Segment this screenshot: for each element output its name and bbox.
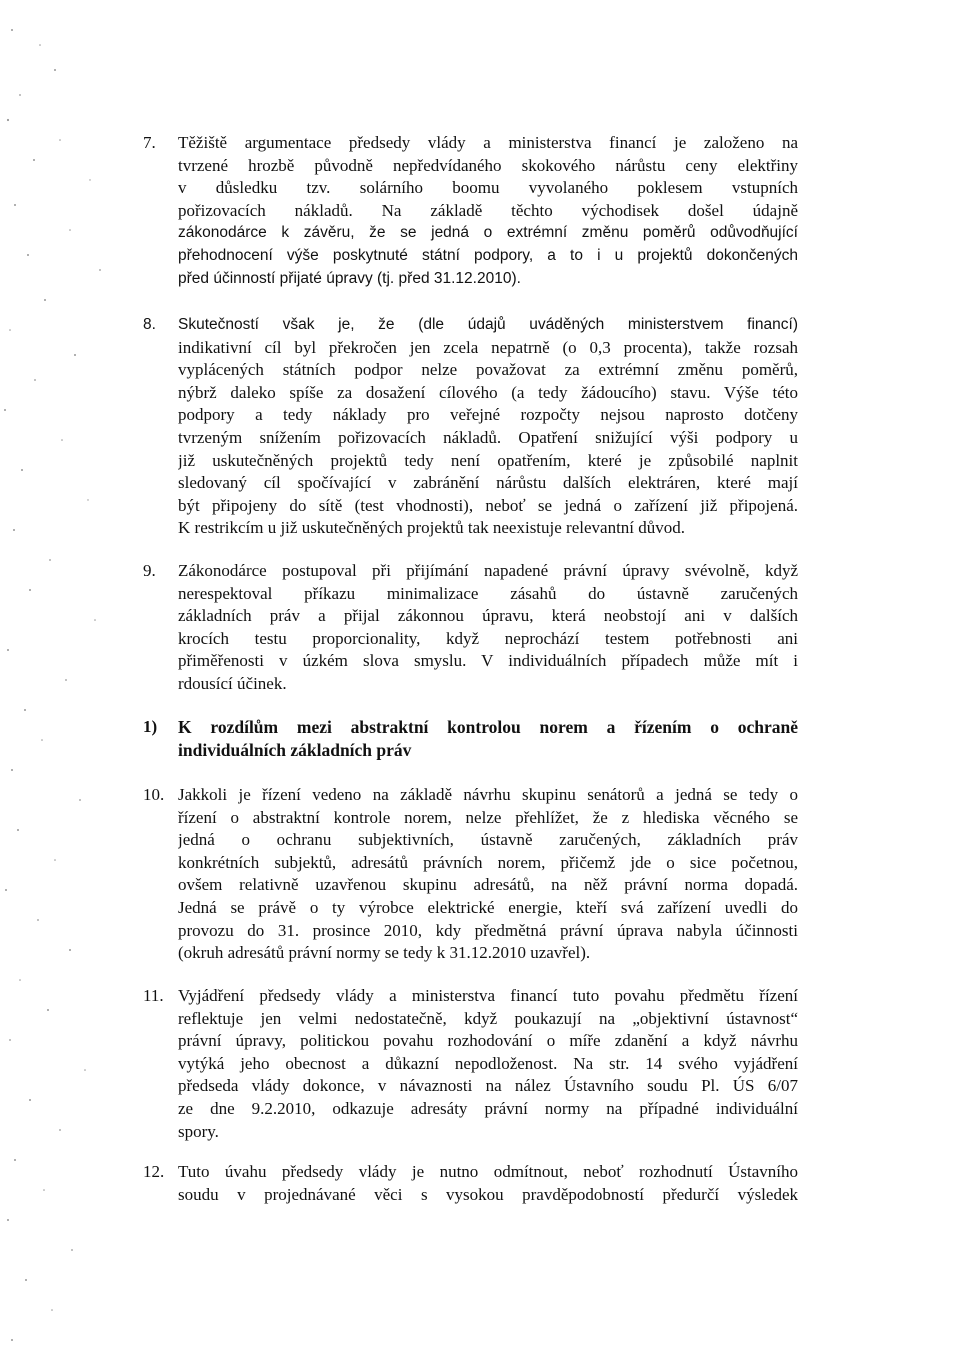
paragraph-12 — [143, 1161, 798, 1206]
text-line: právní úpravy, politickou povahu rozhodování o míře zdanění a když návrhu — [178, 1031, 798, 1051]
text-line: jedná o ochranu subjektivních, ústavně zaručených, základních práv — [178, 830, 798, 850]
paragraph-number: 7. — [143, 133, 156, 152]
text-line: konkrétních subjektů, adresátů právních norem, přičemž jde o sice početnou, — [178, 852, 798, 872]
paragraph-10 — [143, 784, 798, 965]
text-line: Tuto úvahu předsedy vlády je nutno odmítnout, neboť rozhodnutí Ústavního — [178, 1162, 798, 1181]
text-line: individuálních základních práv — [178, 739, 412, 760]
paragraph-body — [178, 784, 798, 965]
text-line: Jakkoli je řízení vedeno na základě návrhu skupinu senátorů a jedná se tedy o — [178, 785, 798, 804]
paragraph-body — [178, 314, 798, 540]
text-line: K restrikcím u již uskutečněných projektů tak neexistuje relevantní důvod. — [178, 518, 686, 538]
paragraph-number: 10. — [143, 785, 165, 804]
paragraph-number: 8. — [143, 316, 156, 333]
text-line: již uskutečněných projektů tedy není opatřením, které je způsobilé naplnit — [178, 450, 798, 470]
text-line: být připojeny do sítě (test vhodnosti), neboť se jedná o zařízení již připojená. — [178, 495, 798, 515]
text-line: základních práv a přijal zákonnou úpravu, která neobstojí ani v dalších — [178, 606, 798, 626]
text-line: před účinností přijaté úpravy (tj. před 31.12.2010). — [178, 269, 521, 287]
text-line: K rozdílům mezi abstraktní kontrolou norem a řízením o ochraně — [178, 717, 798, 737]
text-line: tvrzeným snížením pořizovacích nákladů. Opatření snižující výši podpory u — [178, 427, 798, 447]
text-line: Jedná se právě o ty výrobce elektrické energie, kteří svá zařízení uvedli do — [178, 897, 798, 917]
text-line: ze dne 9.2.2010, odkazuje adresáty právní normy na případné individuální — [178, 1098, 798, 1118]
text-line: předseda vlády dokonce, v návaznosti na nález Ústavního soudu Pl. ÚS 6/07 — [178, 1076, 798, 1096]
text-line: podpory a tedy náklady pro veřejné rozpočty nejsou naprosto dotčeny — [178, 405, 798, 425]
text-line: reflektuje jen velmi nedostatečně, když poukazují na „objektivní ústavnost“ — [178, 1008, 798, 1028]
text-line: Zákonodárce postupoval při přijímání napadené právní úpravy svévolně, když — [178, 561, 798, 580]
paragraph-body — [178, 560, 798, 696]
paragraph-body — [178, 985, 798, 1143]
paragraph-number: 9. — [143, 561, 156, 580]
section-number: 1) — [143, 717, 158, 736]
paragraph-9 — [143, 560, 798, 696]
text-line: ovšem relativně uzavřenou skupinu adresátů, na něž právní norma dopadá. — [178, 875, 798, 895]
text-line: (okruh adresátů právní normy se tedy k 31.12.2010 uzavřel). — [178, 943, 591, 963]
paragraph-number: 11. — [143, 986, 164, 1005]
paragraph-number: 12. — [143, 1162, 165, 1181]
text-line: provozu do 31. prosince 2010, kdy předmětná právní úprava nabyla účinnosti — [178, 920, 798, 940]
text-line: přehodnocení výše poskytnuté státní podpory, a to i u projektů dokončených — [178, 246, 798, 264]
paragraph-body — [178, 132, 798, 290]
text-line: pořizovacích nákladů. Na základě těchto východisek došel údajně — [178, 200, 798, 220]
text-line: Vyjádření předsedy vlády a ministerstva financí tuto povahu předmětu řízení — [178, 986, 798, 1005]
section-title — [178, 716, 798, 761]
text-line: rdousící účinek. — [178, 673, 287, 693]
text-line: řízení o abstraktní kontrole norem, nelze přehlížet, že z hlediska věcného se — [178, 807, 798, 827]
text-line: krocích testu proporcionality, když neprochází testem potřebnosti ani — [178, 628, 798, 648]
text-line: sledovaný cíl spočívající v zabránění nárůstu dalších elektráren, které mají — [178, 473, 798, 493]
text-line: nýbrž daleko spíše za dosažení cílového (a tedy žádoucího) stavu. Výše této — [178, 382, 798, 402]
section-heading-1 — [143, 716, 798, 761]
scan-noise-margin — [0, 0, 130, 1356]
text-line: Skutečností však je, že (dle údajů uváděných ministerstvem financí) — [178, 316, 798, 333]
paragraph-body — [178, 1161, 798, 1206]
text-line: vyplácených státních podpor nelze považovat za extrémní změnu poměrů, — [178, 360, 798, 380]
text-line: zákonodárce k závěru, že se jedná o extrémní změnu poměrů odůvodňující — [178, 224, 798, 242]
text-line: v důsledku tzv. solárního boomu vyvolaného poklesem vstupních — [178, 178, 798, 198]
text-line: soudu v projednávané věci s vysokou pravděpodobností předurčí výsledek — [178, 1184, 798, 1204]
text-line: nerespektoval příkazu minimalizace zásahů do ústavně zaručených — [178, 583, 798, 603]
text-line: tvrzené hrozbě původně nepředvídaného skokového nárůstu ceny elektřiny — [178, 155, 798, 175]
text-line: indikativní cíl byl překročen jen zcela nepatrně (o 0,3 procenta), takže rozsah — [178, 337, 798, 357]
paragraph-8 — [143, 314, 798, 540]
paragraph-7 — [143, 132, 798, 290]
paragraph-11 — [143, 985, 798, 1143]
text-line: přiměřenosti v úzkém slova smyslu. V individuálních případech může mít i — [178, 651, 798, 671]
text-line: spory. — [178, 1121, 219, 1141]
text-line: Těžiště argumentace předsedy vlády a ministerstva financí je založeno na — [178, 133, 798, 152]
text-line: vytýká jeho obecnost a důkazní nepodloženost. Na str. 14 svého vyjádření — [178, 1053, 798, 1073]
